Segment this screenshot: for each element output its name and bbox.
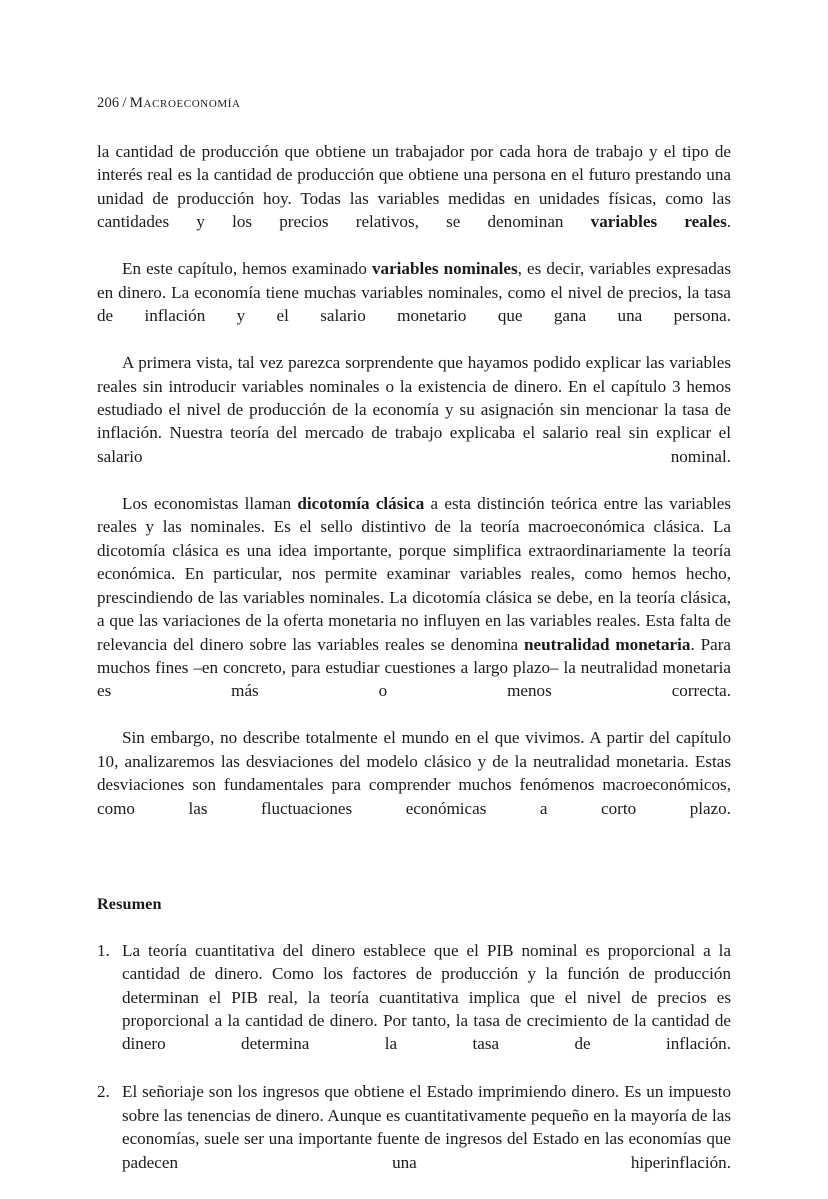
running-head (97, 94, 731, 112)
key-term: variables reales (590, 212, 727, 232)
list-item-marker: 1. (97, 940, 110, 960)
body-paragraph (97, 257, 731, 351)
summary-list (97, 915, 731, 1198)
paragraph-run: . Para muchos fines –en concreto, para estudiar cuestiones a largo plazo– la neutralidad monetaria es más o menos correcta. (97, 634, 731, 701)
body-paragraph (97, 351, 731, 492)
body-text-block (97, 140, 731, 1199)
body-paragraph (97, 140, 731, 257)
paragraph-run: A primera vista, tal vez parezca sorprendente que hayamos podido explicar las variables reales sin introducir variables nominales o la existencia de dinero. En el capítulo 3 hemos estudiado el nivel de producción de la economía y su asignación sin mencionar la tasa de inflación. Nuestra teoría del mercado de trabajo explicaba el salario real sin explicar el salario nominal. (97, 353, 731, 466)
paragraph-list (97, 140, 731, 844)
body-paragraph (97, 492, 731, 727)
page-number: 206 (97, 95, 120, 111)
paragraph-run: Sin embargo, no describe totalmente el mundo en el que vivimos. A partir del capítulo 10, analizaremos las desviaciones del modelo clásico y de la neutralidad monetaria. Estas desviaciones son fundamentales para comprender muchos fenómenos macroeconómicos, como las fluctuaciones económicas a corto plazo. (97, 728, 731, 818)
list-item-marker: 2. (97, 1082, 110, 1102)
book-title: Macroeconomía (129, 95, 241, 111)
summary-list-item (97, 1080, 731, 1197)
paragraph-run: la cantidad de producción que obtiene un trabajador por cada hora de trabajo y el tipo de interés real es la cantidad de producción que obtiene una persona en el futuro prestando una unidad de producción hoy. Todas las variables medidas en unidades físicas, como las cantidades y los precios relativos, se denominan (97, 142, 731, 232)
paragraph-run: a esta distinción teórica entre las variables reales y las nominales. Es el sello distintivo de la teoría macroeconómica clásica. La dicotomía clásica es una idea importante, porque simplifica extraordinariamente la teoría económica. En particular, nos permite examinar variables reales, como hemos hecho, prescindiendo de las variables nominales. La dicotomía clásica se debe, en la teoría clásica, a que las variaciones de la oferta monetaria no influyen en las variables reales. Esta falta de relevancia del dinero sobre las variables reales se denomina (97, 493, 731, 654)
body-paragraph (97, 726, 731, 843)
list-item-text: La teoría cuantitativa del dinero establece que el PIB nominal es proporcional a la cantidad de dinero. Como los factores de producción y la función de producción determinan el PIB real, la teoría cuantitativa implica que el nivel de precios es proporcional a la cantidad de dinero. Por tanto, la tasa de crecimiento de la cantidad de dinero determina la tasa de inflación. (122, 940, 731, 1054)
list-item-text: El señoriaje son los ingresos que obtiene el Estado imprimiendo dinero. Es un impuesto sobre las tenencias de dinero. Aunque es cuantitativamente pequeño en la mayoría de las economías, suele ser una importante fuente de ingresos del Estado en las economías que padecen una hiperinflación. (122, 1082, 731, 1172)
paragraph-run: Los economistas llaman (122, 493, 298, 513)
key-term: variables nominales (372, 259, 518, 279)
summary-list-item (97, 939, 731, 1080)
key-term: neutralidad monetaria (524, 634, 691, 654)
running-head-separator: / (122, 95, 127, 111)
section-heading-resumen: Resumen (97, 894, 162, 913)
paragraph-run: En este capítulo, hemos examinado (122, 259, 372, 279)
key-term: dicotomía clásica (297, 493, 425, 513)
paragraph-run: , es decir, variables expresadas en dinero. La economía tiene muchas variables nominales, como el nivel de precios, la tasa de inflación y el salario monetario que gana una persona. (97, 259, 731, 326)
paragraph-run: . (726, 212, 731, 232)
